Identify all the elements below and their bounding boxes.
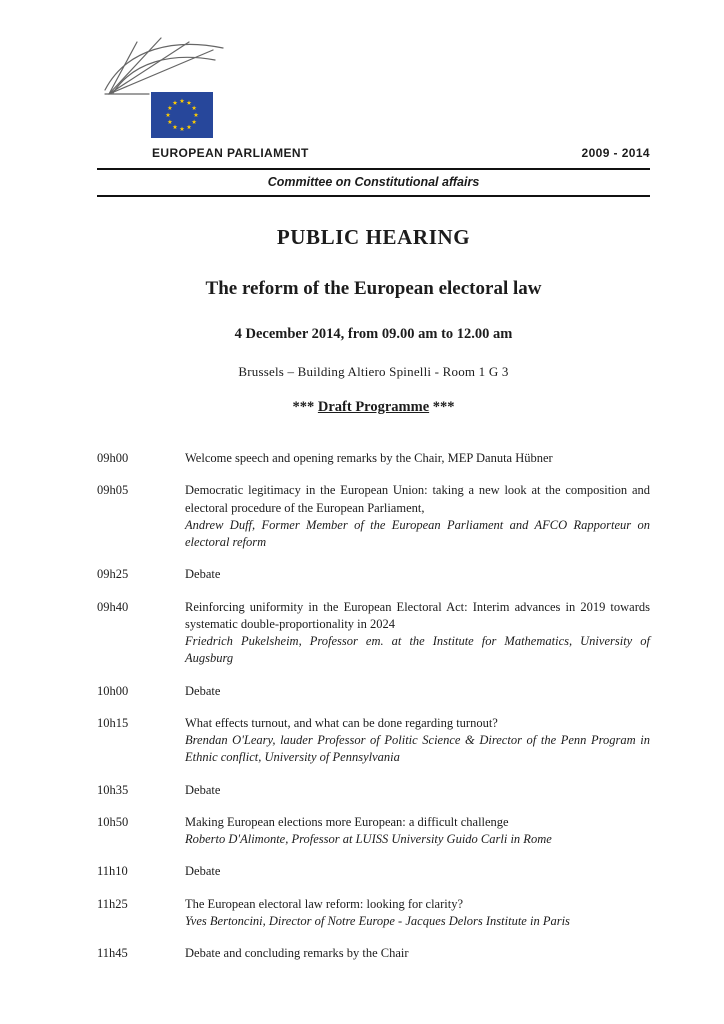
ep-logo-graphic [103, 36, 235, 140]
schedule-time: 09h25 [97, 567, 129, 582]
schedule-item [97, 863, 650, 880]
schedule-entry [185, 896, 650, 931]
schedule-entry [185, 945, 650, 962]
schedule-time: 09h05 [97, 483, 129, 498]
eu-flag-icon [151, 92, 213, 138]
schedule-entry [185, 599, 650, 668]
schedule-description: Debate [185, 864, 221, 879]
schedule-time: 09h00 [97, 451, 129, 465]
term-label: 2009 - 2014 [581, 146, 650, 160]
schedule-item [97, 814, 650, 849]
schedule-entry [185, 782, 650, 799]
schedule-description: Debate [185, 683, 221, 698]
committee-name: Committee on Constitutional affairs [267, 175, 480, 189]
schedule-speaker: Andrew Duff, Former Member of the European Parliament and AFCO Rapporteur on electoral reform [185, 517, 650, 549]
schedule-description: Welcome speech and opening remarks by the Chair, MEP Danuta Hübner [185, 451, 553, 465]
hearing-location: Brussels – Building Altiero Spinelli - Room 1 G 3 [238, 364, 509, 379]
schedule-description: Debate [185, 782, 221, 797]
schedule-item [97, 482, 650, 551]
schedule-item [97, 683, 650, 700]
schedule-description: Debate [185, 567, 221, 582]
schedule-item [97, 450, 650, 467]
schedule-entry [185, 863, 650, 880]
org-name: EUROPEAN PARLIAMENT [152, 146, 309, 160]
hearing-subtitle: The reform of the European electoral law [205, 278, 542, 299]
schedule-speaker: Yves Bertoncini, Director of Notre Europe - Jacques Delors Institute in Paris [185, 913, 570, 928]
schedule-item [97, 715, 650, 767]
schedule-time: 11h10 [97, 864, 128, 879]
programme-prefix: *** [292, 399, 318, 415]
schedule-entry [185, 450, 650, 467]
schedule-description: The European electoral law reform: looking for clarity? [185, 896, 464, 911]
schedule-time: 11h25 [97, 896, 128, 911]
draft-programme-label [97, 399, 650, 416]
schedule-time: 10h50 [97, 814, 129, 829]
hearing-title: PUBLIC HEARING [276, 225, 471, 249]
schedule-item [97, 945, 650, 962]
schedule-time: 10h00 [97, 683, 129, 698]
schedule-description: Reinforcing uniformity in the European Electoral Act: Interim advances in 2019 towards systematic double-proportionality in 2024 [185, 599, 650, 631]
schedule-item [97, 566, 650, 583]
schedule-time: 10h35 [97, 782, 129, 797]
schedule-speaker: Friedrich Pukelsheim, Professor em. at the Institute for Mathematics, University of Augsburg [185, 634, 650, 666]
schedule [97, 450, 650, 962]
ep-logo [103, 36, 650, 140]
divider [97, 195, 650, 197]
schedule-description: Making European elections more European: a difficult challenge [185, 814, 509, 829]
schedule-item [97, 896, 650, 931]
schedule-time: 10h15 [97, 715, 129, 730]
schedule-description: What effects turnout, and what can be done regarding turnout? [185, 715, 498, 730]
schedule-entry [185, 482, 650, 551]
schedule-item [97, 599, 650, 668]
schedule-speaker: Roberto D'Alimonte, Professor at LUISS University Guido Carli in Rome [185, 832, 552, 846]
schedule-entry [185, 566, 650, 583]
schedule-speaker: Brendan O'Leary, lauder Professor of Politic Science & Director of the Penn Program in Ethnic conflict, University of Pennsylvania [185, 733, 650, 765]
schedule-time: 11h45 [97, 946, 128, 960]
header-row [97, 146, 650, 160]
schedule-entry [185, 814, 650, 849]
schedule-entry [185, 715, 650, 767]
hemicycle-sketch [105, 38, 223, 94]
schedule-time: 09h40 [97, 599, 129, 614]
schedule-description: Democratic legitimacy in the European Union: taking a new look at the composition and electoral procedure of the European Parliament, [185, 483, 650, 515]
schedule-item [97, 782, 650, 799]
schedule-description: Debate and concluding remarks by the Chair [185, 946, 409, 960]
schedule-entry [185, 683, 650, 700]
programme-suffix: *** [429, 399, 455, 415]
hearing-datetime: 4 December 2014, from 09.00 am to 12.00 am [234, 326, 513, 342]
programme-text: Draft Programme [317, 399, 430, 415]
